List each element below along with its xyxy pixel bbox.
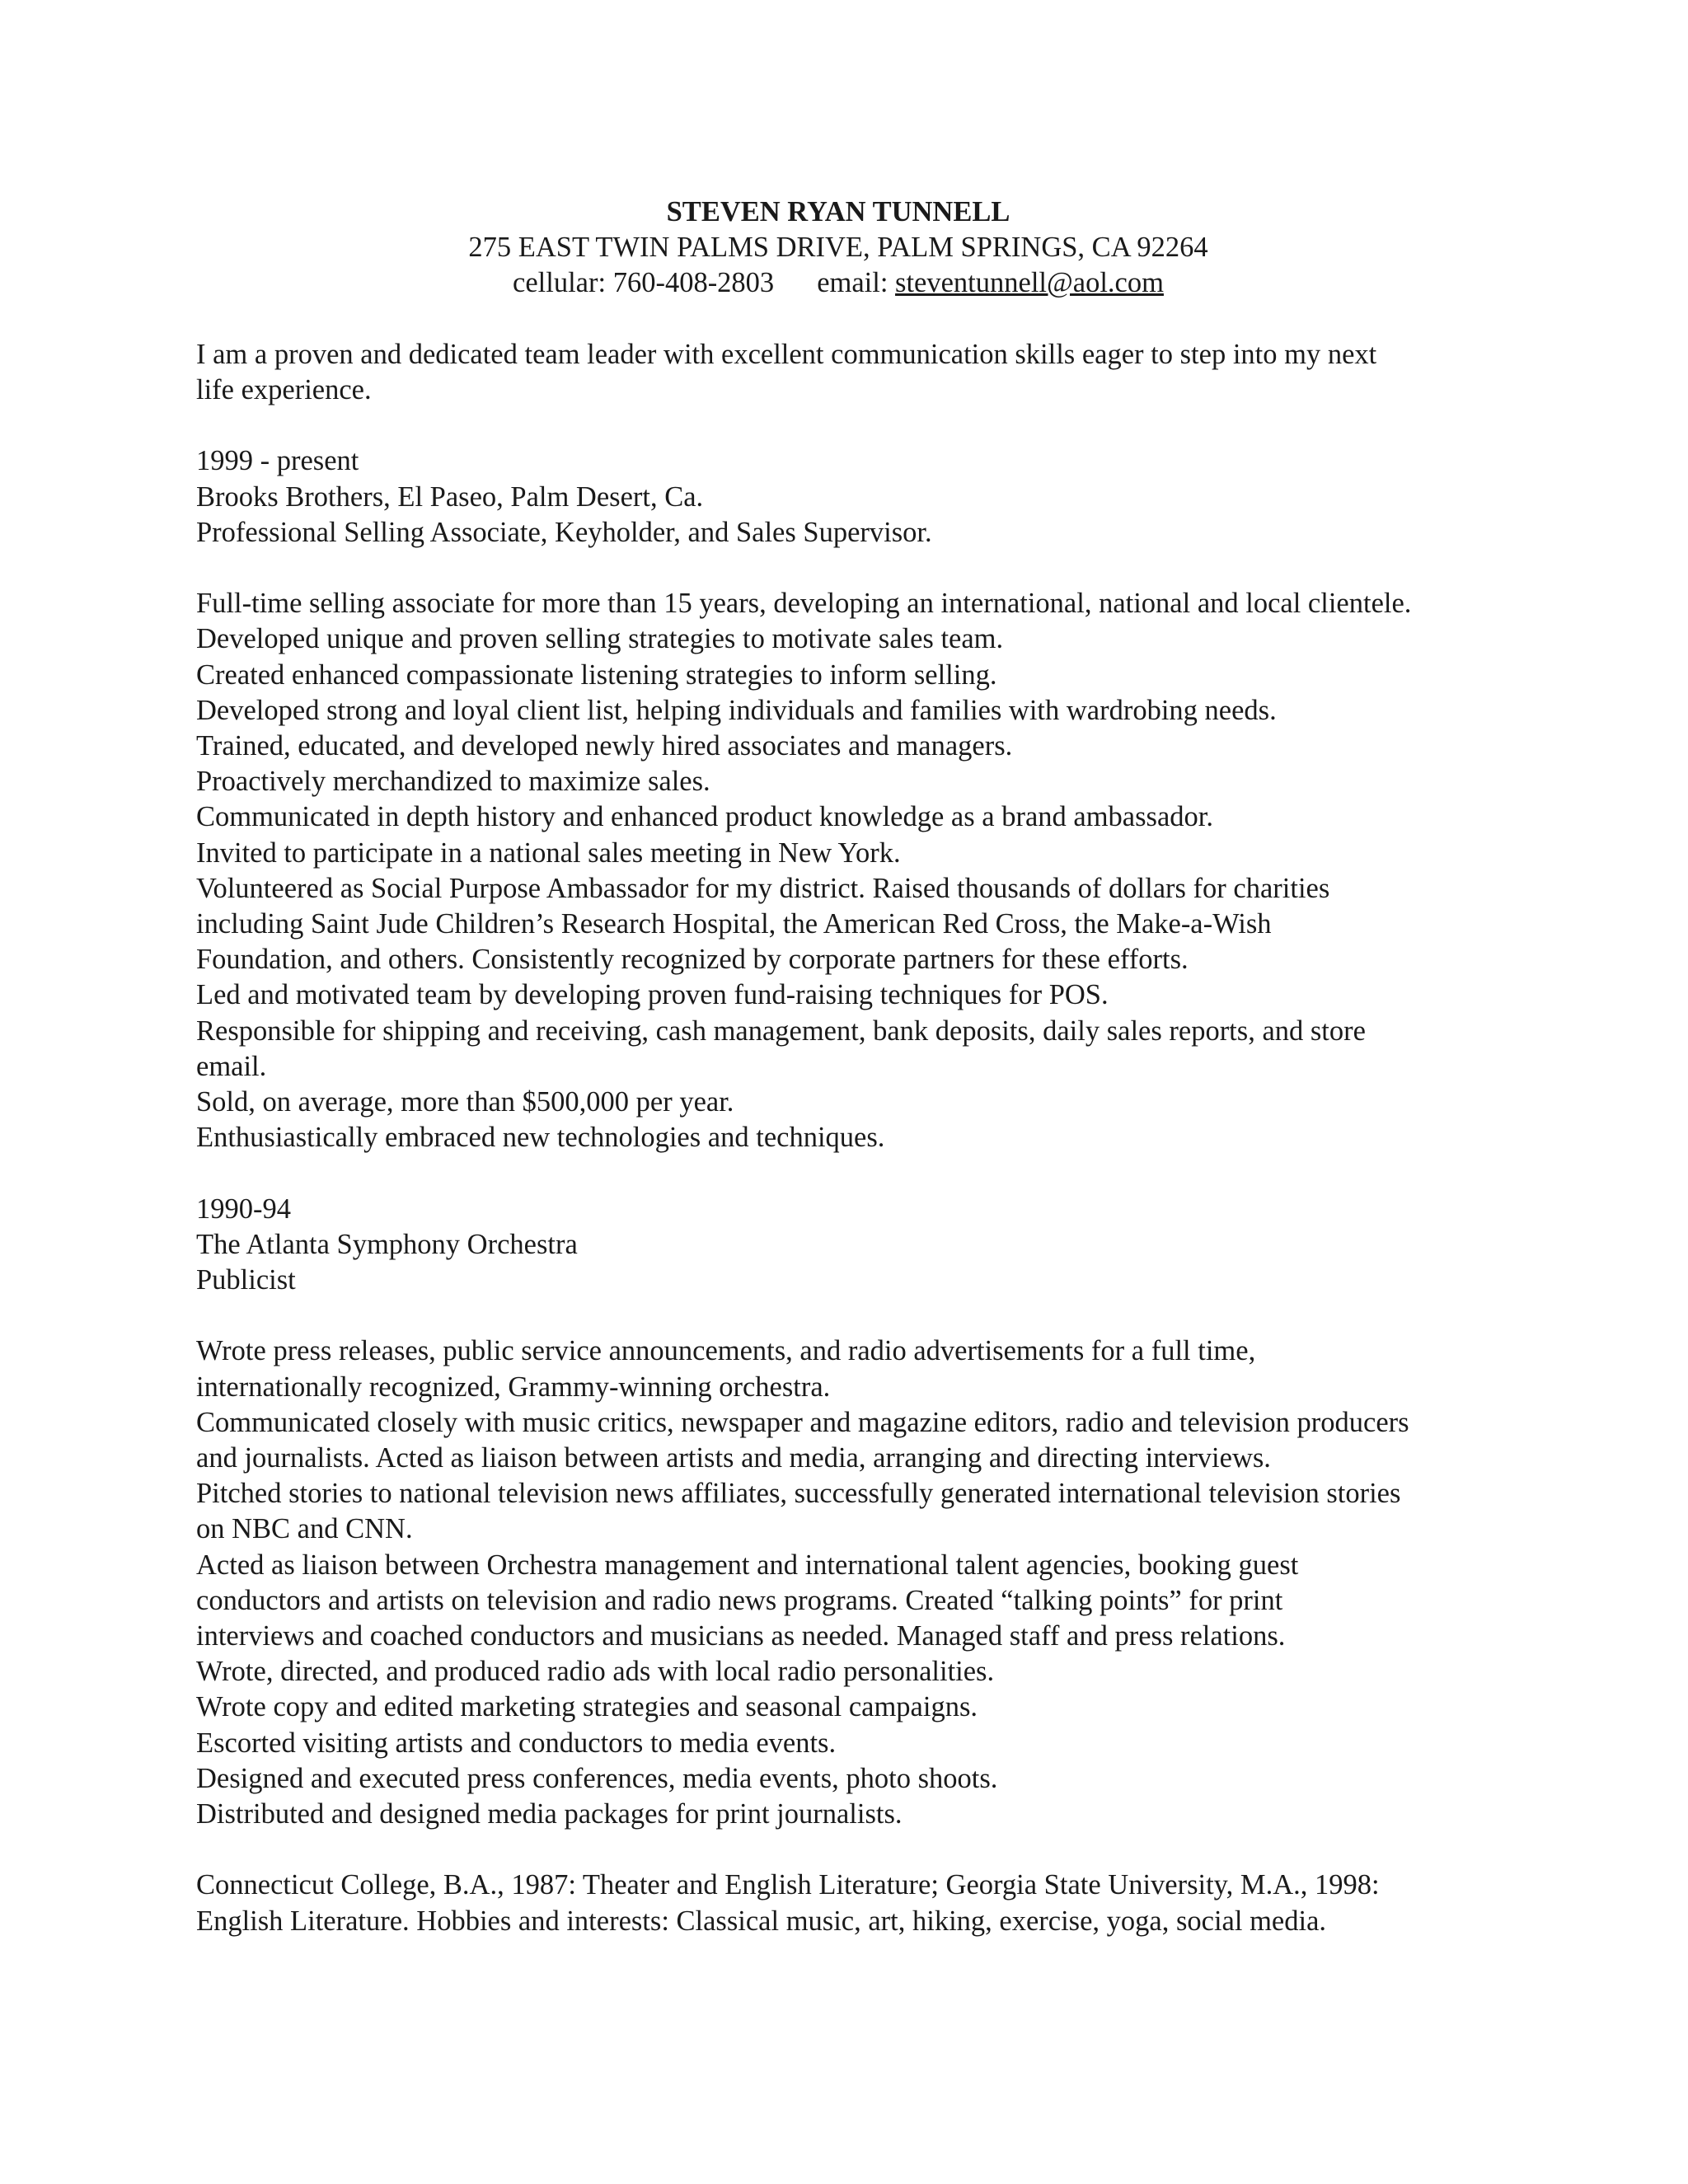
email-link[interactable]: steventunnell@aol.com — [895, 267, 1164, 299]
duty-line: interviews and coached conductors and musicians as needed. Managed staff and press relations. — [196, 1620, 1286, 1652]
duty-line: Developed unique and proven selling strategies to motivate sales team. — [196, 623, 1004, 655]
duty-line: Responsible for shipping and receiving, cash management, bank deposits, daily sales reports, and store — [196, 1015, 1366, 1047]
duty-line: Created enhanced compassionate listening strategies to inform selling. — [196, 658, 997, 691]
duty-line: Led and motivated team by developing proven fund-raising techniques for POS. — [196, 979, 1109, 1011]
resume-page — [196, 194, 1515, 1939]
job-employer: The Atlanta Symphony Orchestra — [196, 1228, 578, 1260]
duty-line: Communicated closely with music critics, newspaper and magazine editors, radio and television producers — [196, 1406, 1409, 1438]
duty-line: Proactively merchandized to maximize sales. — [196, 766, 710, 798]
duty-line: Wrote press releases, public service announcements, and radio advertisements for a full time, — [196, 1335, 1256, 1367]
duty-line: Distributed and designed media packages for print journalists. — [196, 1798, 903, 1830]
duty-line: Volunteered as Social Purpose Ambassador for my district. Raised thousands of dollars for charities — [196, 872, 1330, 904]
job-duties — [196, 1333, 1515, 1832]
job-title: Professional Selling Associate, Keyholder, and Sales Supervisor. — [196, 516, 932, 548]
job-duties — [196, 586, 1515, 1155]
summary-line: I am a proven and dedicated team leader with excellent communication skills eager to step into my next — [196, 338, 1377, 370]
duty-line: and journalists. Acted as liaison between artists and media, arranging and directing interviews. — [196, 1442, 1271, 1474]
duty-line: internationally recognized, Grammy-winning orchestra. — [196, 1371, 831, 1403]
duty-line: Wrote, directed, and produced radio ads with local radio personalities. — [196, 1656, 995, 1688]
duty-line: conductors and artists on television and radio news programs. Created “talking points” for print — [196, 1584, 1283, 1616]
duty-line: Developed strong and loyal client list, helping individuals and families with wardrobing needs. — [196, 694, 1277, 726]
education-paragraph — [196, 1868, 1515, 1938]
duty-line: Enthusiastically embraced new technologies and techniques. — [196, 1122, 885, 1154]
resume-header — [196, 194, 1480, 302]
job-dates: 1999 - present — [196, 445, 359, 477]
education-line: Connecticut College, B.A., 1987: Theater and English Literature; Georgia State University, M.A., 1998: — [196, 1869, 1380, 1901]
summary-line: life experience. — [196, 374, 372, 405]
cellular-label: cellular: — [513, 267, 607, 299]
address: 275 EAST TWIN PALMS DRIVE, PALM SPRINGS, CA 92264 — [468, 232, 1208, 264]
job-employer: Brooks Brothers, El Paseo, Palm Desert, Ca. — [196, 480, 704, 513]
duty-line: Sold, on average, more than $500,000 per year. — [196, 1086, 734, 1118]
duty-line: Trained, educated, and developed newly hired associates and managers. — [196, 730, 1013, 762]
duty-line: on NBC and CNN. — [196, 1513, 413, 1545]
applicant-name: STEVEN RYAN TUNNELL — [666, 196, 1010, 227]
duty-line: Escorted visiting artists and conductors to media events. — [196, 1727, 837, 1759]
duty-line: including Saint Jude Children’s Research Hospital, the American Red Cross, the Make-a-Wish — [196, 908, 1272, 940]
duty-line: Acted as liaison between Orchestra management and international talent agencies, booking guest — [196, 1549, 1299, 1581]
duty-line: Wrote copy and edited marketing strategies and seasonal campaigns. — [196, 1691, 978, 1723]
email-label: email: — [817, 267, 889, 299]
duty-line: email. — [196, 1050, 267, 1082]
contact-line — [196, 265, 1480, 301]
duty-line: Designed and executed press conferences, media events, photo shoots. — [196, 1762, 998, 1794]
duty-line: Foundation, and others. Consistently recognized by corporate partners for these efforts. — [196, 944, 1189, 976]
duty-line: Communicated in depth history and enhanced product knowledge as a brand ambassador. — [196, 801, 1213, 833]
summary-paragraph — [196, 337, 1515, 408]
cellular-number: 760-408-2803 — [612, 267, 775, 299]
job-section-atlanta-symphony — [196, 1192, 1515, 1833]
job-dates: 1990-94 — [196, 1193, 291, 1225]
duty-line: Pitched stories to national television news affiliates, successfully generated international television stories — [196, 1478, 1401, 1510]
duty-line: Full-time selling associate for more than 15 years, developing an international, national and local clientele. — [196, 588, 1412, 620]
job-title: Publicist — [196, 1264, 296, 1296]
education-line: English Literature. Hobbies and interests: Classical music, art, hiking, exercise, yoga, social media. — [196, 1905, 1327, 1937]
duty-line: Invited to participate in a national sales meeting in New York. — [196, 837, 901, 869]
job-section-brooks-brothers — [196, 443, 1515, 1155]
